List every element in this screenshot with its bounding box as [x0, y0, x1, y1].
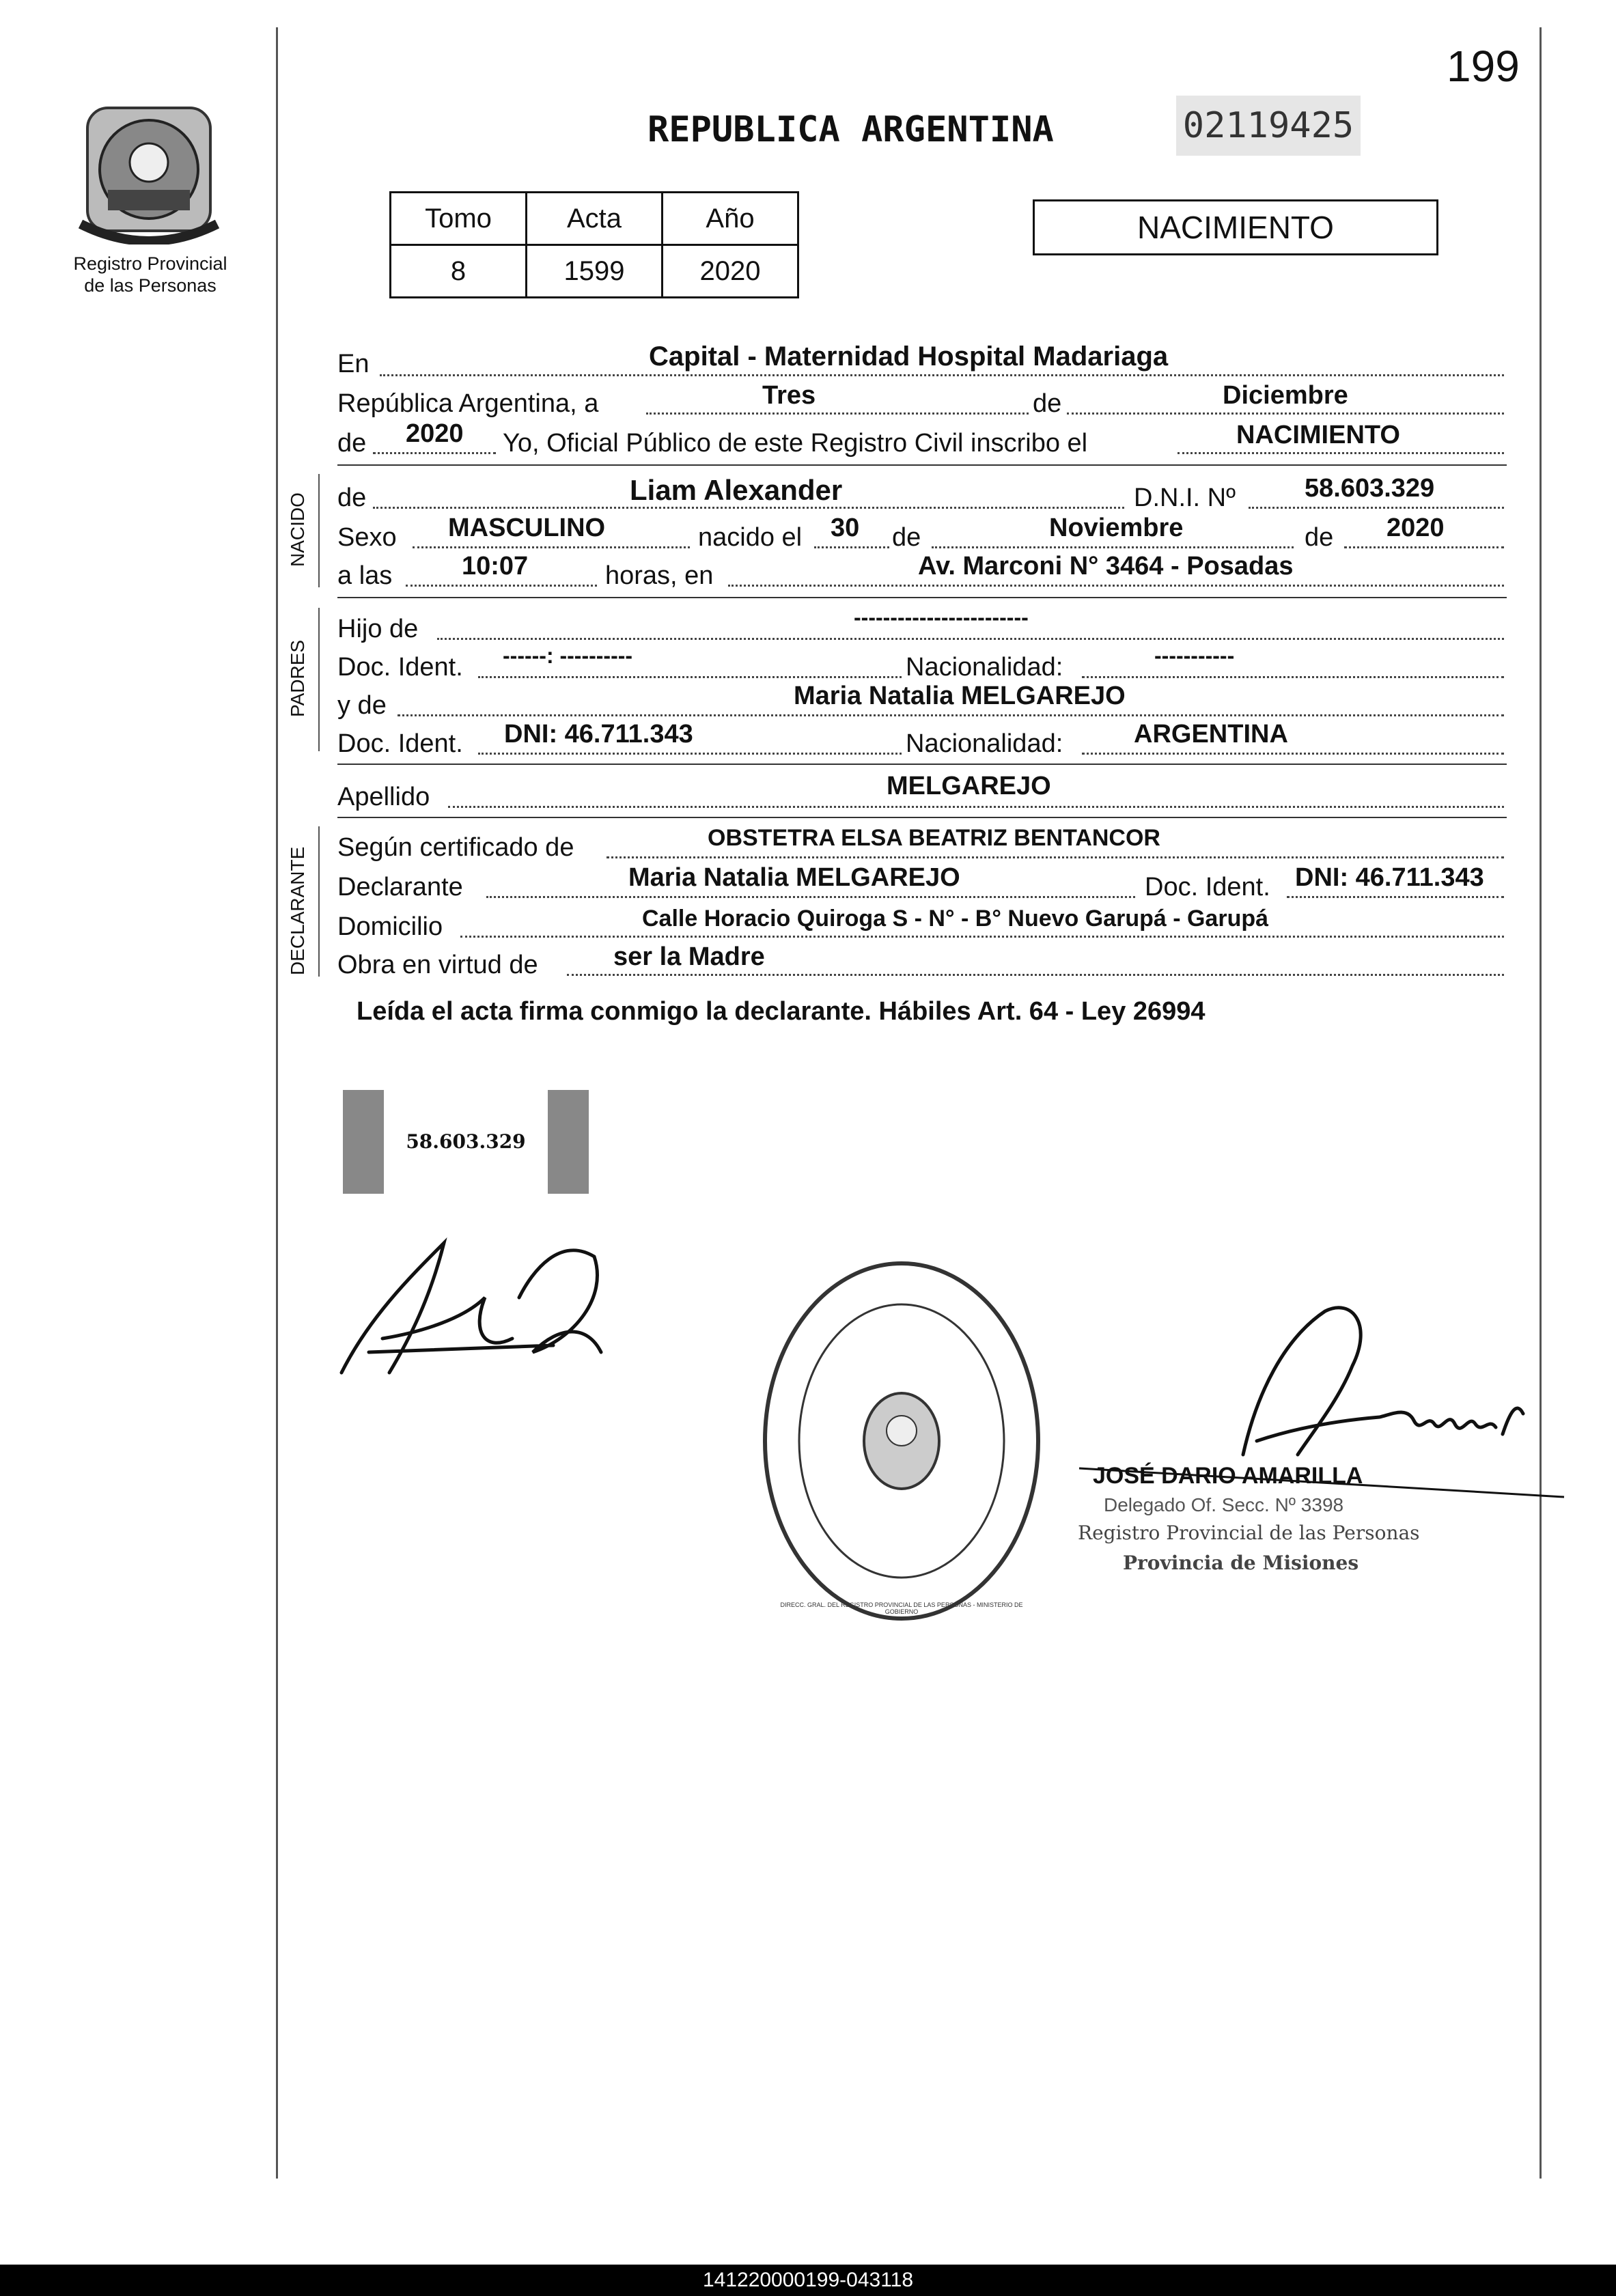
label-horas: horas, en — [605, 561, 714, 590]
section-label-nacido: NACIDO — [287, 492, 308, 567]
dotted-line — [486, 896, 1135, 898]
section-divider — [337, 764, 1507, 765]
label-doc3: Doc. Ident. — [1145, 873, 1270, 901]
section-divider — [337, 817, 1507, 818]
dotted-line — [460, 936, 1504, 938]
value-sex: MASCULINO — [448, 514, 606, 542]
dotted-line — [478, 753, 902, 755]
section-bracket-padres — [318, 608, 320, 751]
dotted-line — [478, 676, 902, 678]
label-doc: Doc. Ident. — [337, 653, 463, 682]
footer-code: 141220000199-043118 — [0, 2265, 1616, 2296]
dotted-line — [380, 374, 1504, 376]
dotted-line — [1344, 546, 1504, 548]
label-dni: D.N.I. Nº — [1134, 484, 1236, 512]
dotted-line — [1287, 896, 1504, 898]
dotted-line — [1178, 452, 1504, 454]
section-divider — [337, 464, 1507, 466]
record-table — [389, 191, 799, 298]
label-doc2: Doc. Ident. — [337, 729, 463, 758]
label-de2: de — [337, 429, 367, 458]
label-republica: República Argentina, a — [337, 389, 599, 418]
official-name: JOSÉ DARIO AMARILLA — [1093, 1463, 1363, 1489]
label-nacionalidad2: Nacionalidad: — [906, 729, 1063, 758]
value-birth-month: Noviembre — [1049, 514, 1184, 542]
label-inscribo: Yo, Oficial Público de este Registro Civil inscribo el — [503, 429, 1088, 458]
table-header-tomo: Tomo — [391, 193, 527, 245]
value-event: NACIMIENTO — [1236, 421, 1400, 449]
dotted-line — [373, 507, 1124, 509]
dotted-line — [932, 546, 1294, 548]
label-obra: Obra en virtud de — [337, 951, 538, 979]
dotted-line — [398, 714, 1504, 716]
label-nacionalidad: Nacionalidad: — [906, 653, 1063, 682]
value-birth-year: 2020 — [1387, 514, 1445, 542]
value-month: Diciembre — [1223, 381, 1348, 410]
section-label-padres: PADRES — [287, 639, 308, 717]
table-value-tomo: 8 — [391, 245, 527, 298]
serial-number: 02119425 — [1176, 96, 1361, 156]
value-capacity: ser la Madre — [613, 942, 765, 971]
section-bracket-nacido — [318, 474, 320, 587]
table-value-acta: 1599 — [527, 245, 663, 298]
label-name-de: de — [337, 484, 367, 512]
dotted-line — [373, 452, 496, 454]
document-title: REPUBLICA ARGENTINA — [647, 109, 1054, 150]
dni-sticker — [343, 1090, 589, 1194]
registry-name: Registro Provincial de las Personas — [73, 253, 227, 296]
value-mother-nat: ARGENTINA — [1134, 720, 1288, 748]
dotted-line — [728, 585, 1504, 587]
label-a-las: a las — [337, 561, 393, 590]
value-birth-place: Av. Marconi N° 3464 - Posadas — [918, 552, 1294, 580]
value-declarant: Maria Natalia MELGAREJO — [628, 863, 960, 892]
table-value-ano: 2020 — [663, 245, 798, 298]
value-year: 2020 — [406, 419, 464, 448]
value-mother-name: Maria Natalia MELGAREJO — [794, 682, 1126, 710]
label-segun: Según certificado de — [337, 833, 574, 862]
label-hijo: Hijo de — [337, 615, 419, 643]
value-declarant-doc: DNI: 46.711.343 — [1295, 863, 1484, 892]
section-bracket-declarante — [318, 826, 320, 977]
label-apellido: Apellido — [337, 783, 430, 811]
dotted-line — [1249, 507, 1504, 509]
province-logo — [74, 87, 224, 244]
label-de: de — [1033, 389, 1062, 418]
left-margin-line — [276, 27, 278, 2179]
section-divider — [337, 597, 1507, 598]
dotted-line — [646, 412, 1029, 415]
value-place: Capital - Maternidad Hospital Madariaga — [649, 341, 1169, 372]
dotted-line — [406, 585, 597, 587]
dotted-line — [437, 638, 1504, 640]
seal-text: DIRECC. GRAL. DEL REGISTRO PROVINCIAL DE LAS PERSONAS - MINISTERIO DE GOBIERNO — [780, 1601, 1023, 1615]
value-day-word: Tres — [762, 381, 816, 410]
table-header-ano: Año — [663, 193, 798, 245]
page-number: 199 — [1447, 42, 1520, 91]
right-margin-line — [1540, 27, 1542, 2179]
label-declarante: Declarante — [337, 873, 463, 901]
value-address: Calle Horacio Quiroga S - N° - B° Nuevo Garupá - Garupá — [642, 906, 1269, 932]
value-birth-time: 10:07 — [462, 552, 529, 580]
value-father-doc: ------: ---------- — [503, 643, 633, 668]
value-father-name: ------------------------ — [854, 605, 1029, 630]
dotted-line — [814, 546, 889, 548]
sticker-left-band — [343, 1090, 384, 1194]
sticker-right-band — [548, 1090, 589, 1194]
official-role: Delegado Of. Secc. Nº 3398 — [1104, 1494, 1344, 1515]
registrar-signature — [328, 1216, 615, 1383]
label-en: En — [337, 350, 370, 378]
value-birth-day: 30 — [831, 514, 860, 542]
value-father-nat: ----------- — [1154, 643, 1235, 668]
table-header-acta: Acta — [527, 193, 663, 245]
label-domicilio: Domicilio — [337, 912, 443, 941]
value-surname: MELGAREJO — [887, 772, 1051, 800]
sticker-number: 58.603.329 — [406, 1130, 526, 1153]
dotted-line — [1082, 753, 1504, 755]
dotted-line — [448, 806, 1504, 808]
dotted-line — [413, 546, 690, 548]
official-seal — [758, 1257, 1045, 1625]
dotted-line — [607, 856, 1504, 858]
label-nacido: nacido el — [698, 523, 803, 552]
dotted-line — [567, 974, 1504, 976]
official-registry: Registro Provincial de las Personas — [1078, 1522, 1420, 1544]
official-province: Provincia de Misiones — [1123, 1552, 1359, 1574]
value-mother-doc: DNI: 46.711.343 — [504, 720, 693, 748]
label-sexo: Sexo — [337, 523, 397, 552]
dotted-line — [1067, 412, 1504, 415]
value-child-dni: 58.603.329 — [1305, 474, 1435, 503]
dotted-line — [1082, 676, 1504, 678]
label-de4: de — [1305, 523, 1334, 552]
value-child-name: Liam Alexander — [630, 474, 843, 506]
section-label-declarante: DECLARANTE — [287, 846, 308, 975]
label-y-de: y de — [337, 691, 387, 720]
value-certifier: OBSTETRA ELSA BEATRIZ BENTANCOR — [708, 825, 1160, 851]
label-de3: de — [892, 523, 921, 552]
closing-statement: Leída el acta firma conmigo la declarante. Hábiles Art. 64 - Ley 26994 — [357, 997, 1206, 1026]
document-type-box: NACIMIENTO — [1033, 199, 1438, 255]
